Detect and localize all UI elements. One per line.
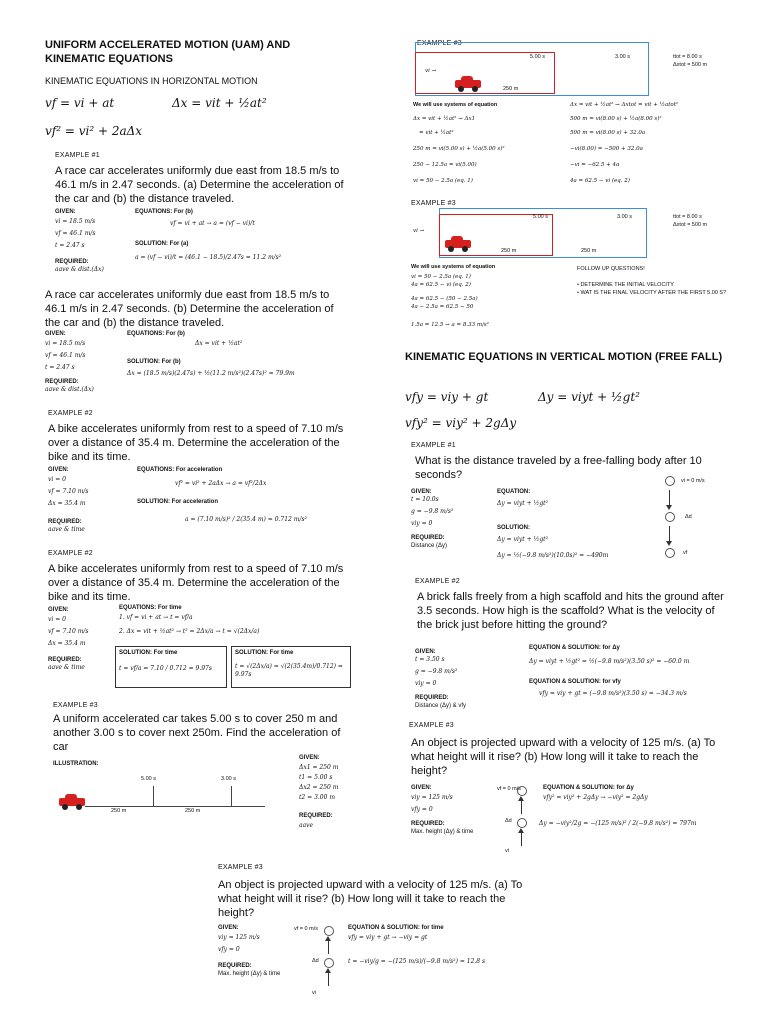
question-text: An object is projected upward with a velocity of 125 m/s. (a) To what height will it rise? (b) How long will it take to reach the height? (411, 737, 716, 777)
vertical-section-title: KINEMATIC EQUATIONS IN VERTICAL MOTION (FREE FALL) (405, 351, 723, 363)
question-text: A bike accelerates uniformly from rest to a speed of 7.10 m/s over a distance of 35.4 m. Determine the acceleration of the bike and its time. (48, 423, 344, 463)
given-heading: GIVEN: (411, 785, 432, 791)
solution-line: t = √(2Δx/a) = √(2(35.4m)/0.712) = 9.97s (235, 663, 343, 678)
equation-line: vf = vi + at → a = (vf − vi)/t (170, 220, 255, 227)
vertical-example-2-block (405, 576, 730, 716)
given-line: Δx2 = 250 m (299, 784, 339, 791)
given-line: t = 2.47 s (55, 242, 85, 249)
equation-line: 2. Δx = vit + ½at² → t² = 2Δx/a → t = √(2Δx/a) (119, 628, 260, 635)
solution-line: t = vf/a = 7.10 / 0.712 = 9.97s (119, 665, 212, 672)
given-line: vf = 46.1 m/s (55, 230, 96, 237)
question-text: A uniform accelerated car takes 5.00 s to cover 250 m and another 3.00 s to cover next 250m. Find the acceleration of car (53, 713, 341, 753)
systems-heading: We will use systems of equation (411, 264, 496, 270)
required-heading: REQUIRED: (411, 821, 445, 827)
given-line: t = 2.47 s (45, 364, 75, 371)
work-line: Δx = vit + ½at² → Δxtot = vit + ½atot² (570, 102, 679, 108)
diagram-label: vi (312, 990, 316, 996)
distance-label: 250 m (185, 808, 201, 814)
required-value: aave & time (48, 526, 85, 533)
equation-vf: vf = vi + at (45, 96, 115, 110)
follow-up-item: • WAT IS THE FINAL VELOCITY AFTER THE FIRST 5.00 S? (577, 290, 727, 296)
required-heading: REQUIRED: (415, 695, 449, 701)
required-heading: REQUIRED: (45, 379, 79, 385)
equation-line: Δy = viyt + ½gt² (497, 500, 548, 507)
example-label: EXAMPLE #3 (53, 702, 98, 709)
distance-label: 250 m (111, 808, 127, 814)
arrow-up-icon (328, 940, 329, 954)
work-line: Δx = vit + ½at² → Δx1 (413, 116, 476, 122)
example-3a-block (405, 38, 730, 193)
example-3b-block (405, 198, 730, 336)
car-icon (445, 236, 473, 252)
equation-vf2: vf² = vi² + 2aΔx (45, 124, 143, 138)
required-value: Distance (Δy) (411, 543, 448, 549)
solution-box-2 (231, 646, 351, 688)
ball-icon (324, 958, 334, 968)
question-text: A race car accelerates uniformly due east from 18.5 m/s to 46.1 m/s in 2.47 seconds. (a) Determine the acceleration of the car and (b) the distance traveled. (55, 165, 344, 205)
car-icon (455, 76, 483, 92)
diagram-label: Δd (312, 958, 319, 964)
example-label: EXAMPLE #2 (415, 578, 460, 585)
example-label: EXAMPLE #1 (55, 152, 100, 159)
given-line: Δx1 = 250 m (299, 764, 339, 771)
marker-line (153, 786, 154, 806)
question-text: A race car accelerates uniformly due east from 18.5 m/s to 46.1 m/s in 2.47 seconds. (b) Determine the acceleration of the car and (b) the distance traveled. (45, 289, 334, 329)
given-heading: GIVEN: (48, 607, 69, 613)
time-label: 3.00 s (615, 54, 630, 60)
car-icon (59, 794, 87, 810)
work-line: 4a − 2.5a = 62.5 − 50 (411, 304, 474, 310)
arrow-up-icon (521, 832, 522, 846)
distance-label: 250 m (501, 248, 517, 254)
example-1b-block (45, 284, 355, 402)
solution-heading: EQUATION & SOLUTION: for time (348, 925, 444, 931)
arrow-up-icon (521, 800, 522, 814)
given-heading: GIVEN: (411, 489, 432, 495)
required-heading: REQUIRED: (48, 519, 82, 525)
time-label: 3.00 s (221, 776, 236, 782)
required-value: aave & dist.(Δx) (45, 386, 94, 393)
equation-vfy2: vfy² = viy² + 2gΔy (405, 416, 517, 430)
required-value: aave & dist.(Δx) (55, 266, 104, 273)
given-line: vfy = 0 (218, 946, 240, 953)
question-text: An object is projected upward with a velocity of 125 m/s. (a) To what height will it rise? (b) How long will it take to reach the height? (218, 879, 523, 919)
equation-line: Δx = vit + ½at² (195, 340, 243, 347)
time-label: 3.00 s (617, 214, 632, 220)
work-line: 4a = 62.5 − (50 − 2.5a) (411, 296, 478, 302)
given-heading: GIVEN: (55, 209, 76, 215)
solution-line: Δx = (18.5 m/s)(2.47s) + ½(11.2 m/s²)(2.47s)² = 79.9m (127, 370, 295, 377)
given-line: vfy = 0 (411, 806, 433, 813)
solution-line: Δy = −viy²/2g = −(125 m/s)² / 2(−9.8 m/s²) = 797m (539, 820, 697, 827)
vertical-example-1-block (405, 438, 730, 574)
solution-line: a = (7.10 m/s)² / 2(35.4 m) = 0.712 m/s² (185, 516, 307, 523)
marker-line (231, 786, 232, 806)
page-title: UNIFORM ACCELERATED MOTION (UAM) AND KINEMATIC EQUATIONS (45, 39, 291, 65)
equation-dx: Δx = vit + ½at² (172, 96, 267, 110)
given-line: vf = 46.1 m/s (45, 352, 86, 359)
given-line: viy = 0 (411, 520, 433, 527)
diagram-label: Δd (505, 818, 512, 824)
given-line: g = −9.8 m/s² (411, 508, 454, 515)
solution-heading: SOLUTION: (497, 525, 530, 531)
work-line: vi = 50 − 2.5a (eq. 1) (411, 274, 471, 280)
required-heading: REQUIRED: (218, 963, 252, 969)
required-value: Distance (Δy) & vfy (415, 703, 467, 709)
total-time-label: ttot = 8.00 s (673, 214, 702, 220)
example-label: EXAMPLE #2 (48, 410, 93, 417)
equations-heading: EQUATIONS: For (b) (127, 331, 185, 337)
ball-icon (665, 548, 675, 558)
solution-line: Δy = viyt + ½gt² = ½(−9.8 m/s²)(3.50 s)² = −60.0 m (529, 658, 690, 665)
example-label: EXAMPLE #1 (411, 442, 456, 449)
question-text: A bike accelerates uniformly from rest to a speed of 7.10 m/s over a distance of 35.4 m. Determine the acceleration of the bike and its time. (48, 563, 344, 603)
solution-heading: EQUATION & SOLUTION: for Δy (543, 785, 634, 791)
solution-line: vfy = viy + gt = (−9.8 m/s²)(3.50 s) = −34.3 m/s (539, 690, 687, 697)
diagram-label: vf (683, 550, 688, 556)
given-heading: GIVEN: (48, 467, 69, 473)
given-heading: GIVEN: (45, 331, 66, 337)
solution-heading: SOLUTION: For (b) (127, 359, 181, 365)
solution-heading: SOLUTION: For time (235, 650, 294, 656)
given-line: t1 = 5.00 s (299, 774, 333, 781)
required-heading: REQUIRED: (55, 259, 89, 265)
given-line: t2 = 3.00 m (299, 794, 336, 801)
follow-up-heading: FOLLOW UP QUESTIONS! (577, 266, 645, 272)
work-line: = vit + ½at² (419, 130, 454, 136)
ball-icon (517, 818, 527, 828)
arrow-down-icon (669, 526, 670, 542)
required-heading: REQUIRED: (411, 535, 445, 541)
ball-icon (324, 926, 334, 936)
given-line: Δx = 35.4 m (48, 500, 86, 507)
equations-heading: EQUATIONS: For (b) (135, 209, 193, 215)
given-line: vi = 0 (48, 616, 66, 623)
distance-label: 250 m (581, 248, 597, 254)
work-line: 4a = 62.5 − vi (eq. 2) (570, 178, 630, 184)
example-label: EXAMPLE #3 (409, 722, 454, 729)
required-value: Max. height (Δy) & time (218, 971, 281, 977)
ball-icon (665, 512, 675, 522)
work-line: vi = 50 − 2.5a (eq. 1) (413, 178, 473, 184)
equation-line: vf² = vi² + 2aΔx → a = vf²/2Δx (175, 480, 267, 487)
given-line: vf = 7.10 m/s (48, 628, 89, 635)
illustration-heading: ILLUSTRATION: (53, 761, 99, 767)
equation-heading: EQUATION: (497, 489, 531, 495)
given-heading: GIVEN: (299, 755, 320, 761)
work-line: 250 m = vi(5.00 s) + ½a(5.00 s)² (413, 146, 505, 152)
required-heading: REQUIRED: (299, 813, 333, 819)
required-heading: REQUIRED: (48, 657, 82, 663)
diagram-label: vf = 0 m/s (497, 786, 521, 792)
work-line: 250 − 12.5a = vi(5.00) (413, 162, 477, 168)
question-text: A brick falls freely from a high scaffold and hits the ground after 3.5 seconds. How high is the scaffold? What is the velocity of the brick just before hitting the ground? (417, 591, 724, 631)
time-label: 5.00 s (141, 776, 156, 782)
solution-heading: SOLUTION: For (a) (135, 241, 189, 247)
solution-heading: EQUATION & SOLUTION: for Δy (529, 645, 620, 651)
given-line: t = 10.0s (411, 496, 439, 503)
given-heading: GIVEN: (218, 925, 239, 931)
solution-line: Δy = ½(−9.8 m/s²)(10.0s)² = −490m (497, 552, 609, 559)
diagram-label: vf = 0 m/s (294, 926, 318, 932)
distance-line (85, 806, 265, 807)
equations-heading: EQUATIONS: For acceleration (137, 467, 223, 473)
follow-up-item: • DETERMINE THE INITIAL VELOCITY (577, 282, 674, 288)
given-line: t = 3.50 s (415, 656, 445, 663)
solution-heading: SOLUTION: For acceleration (137, 499, 219, 505)
example-label: EXAMPLE #3 (218, 864, 263, 871)
total-distance-label: Δxtot = 500 m (673, 62, 708, 68)
work-line: 500 m = vi(8.00 s) + ½a(8.00 s)² (570, 116, 662, 122)
example-label: EXAMPLE #2 (48, 550, 93, 557)
equations-heading: EQUATIONS: For time (119, 605, 182, 611)
arrow-down-icon (669, 490, 670, 506)
given-line: viy = 125 m/s (411, 794, 453, 801)
final-answer: 1.5a = 12.5 → a = 8.33 m/s² (411, 322, 489, 328)
question-text: What is the distance traveled by a free-falling body after 10 seconds? (415, 455, 702, 481)
example-2b-block (45, 548, 355, 688)
initial-velocity-label: vi → (413, 228, 425, 234)
time-label: 5.00 s (533, 214, 548, 220)
example-3-block (45, 698, 355, 838)
initial-velocity-label: vi → (425, 68, 437, 74)
given-line: Δx = 35.4 m (48, 640, 86, 647)
given-line: vi = 18.5 m/s (45, 340, 86, 347)
given-line: viy = 125 m/s (218, 934, 260, 941)
arrow-up-icon (328, 972, 329, 986)
work-line: 500 m = vi(8.00 s) + 32.0a (570, 130, 646, 136)
total-distance-label: Δxtot = 500 m (673, 222, 708, 228)
example-2-block (45, 406, 355, 546)
solution-line: vfy = viy + gt → −viy = gt (348, 934, 428, 941)
given-heading: GIVEN: (415, 649, 436, 655)
vertical-example-3-block (405, 720, 730, 860)
time-label: 5.00 s (530, 54, 545, 60)
required-value: Max. height (Δy) & time (411, 829, 474, 835)
given-line: vi = 18.5 m/s (55, 218, 96, 225)
given-line: vi = 0 (48, 476, 66, 483)
bottom-example-3-block (210, 862, 535, 1002)
equation-dy: Δy = viyt + ½gt² (538, 390, 640, 404)
example-label: EXAMPLE #3 (411, 200, 456, 207)
work-line: −vi = −62.5 + 4a (570, 162, 620, 168)
systems-heading: We will use systems of equation (413, 102, 498, 108)
solution-box-1 (115, 646, 227, 688)
given-line: viy = 0 (415, 680, 437, 687)
solution-line: t = −viy/g = −(125 m/s)/(−9.8 m/s²) = 12.8 s (348, 958, 486, 965)
work-line: 4a = 62.5 − vi (eq. 2) (411, 282, 471, 288)
solution-heading: EQUATION & SOLUTION: for vfy (529, 679, 621, 685)
equation-line: 1. vf = vi + at → t = vf/a (119, 614, 193, 621)
section-subtitle: KINEMATIC EQUATIONS IN HORIZONTAL MOTION (45, 76, 258, 86)
distance-label: 250 m (503, 86, 519, 92)
given-line: vf = 7.10 m/s (48, 488, 89, 495)
diagram-label: vi (505, 848, 509, 854)
required-value: aave (299, 822, 314, 829)
diagram-label: vi = 0 m/s (681, 478, 705, 484)
solution-line: a = (vf − vi)/t = (46.1 − 18.5)/2.47s = 11.2 m/s² (135, 254, 282, 261)
given-line: g = −9.8 m/s² (415, 668, 458, 675)
example-label: EXAMPLE #3 (417, 40, 462, 47)
equation-vfy: vfy = viy + gt (405, 390, 489, 404)
solution-line: vfy² = viy² + 2gΔy → −viy² = 2gΔy (543, 794, 648, 801)
solution-heading: SOLUTION: For time (119, 650, 178, 656)
ball-icon (665, 476, 675, 486)
work-line: −vi(8.00) = −500 + 32.0a (570, 146, 643, 152)
required-value: aave & time (48, 664, 85, 671)
solution-line: Δy = viyt + ½gt² (497, 536, 548, 543)
diagram-label: Δd (685, 514, 692, 520)
example-1-block (45, 148, 355, 278)
total-time-label: ttot = 8.00 s (673, 54, 702, 60)
